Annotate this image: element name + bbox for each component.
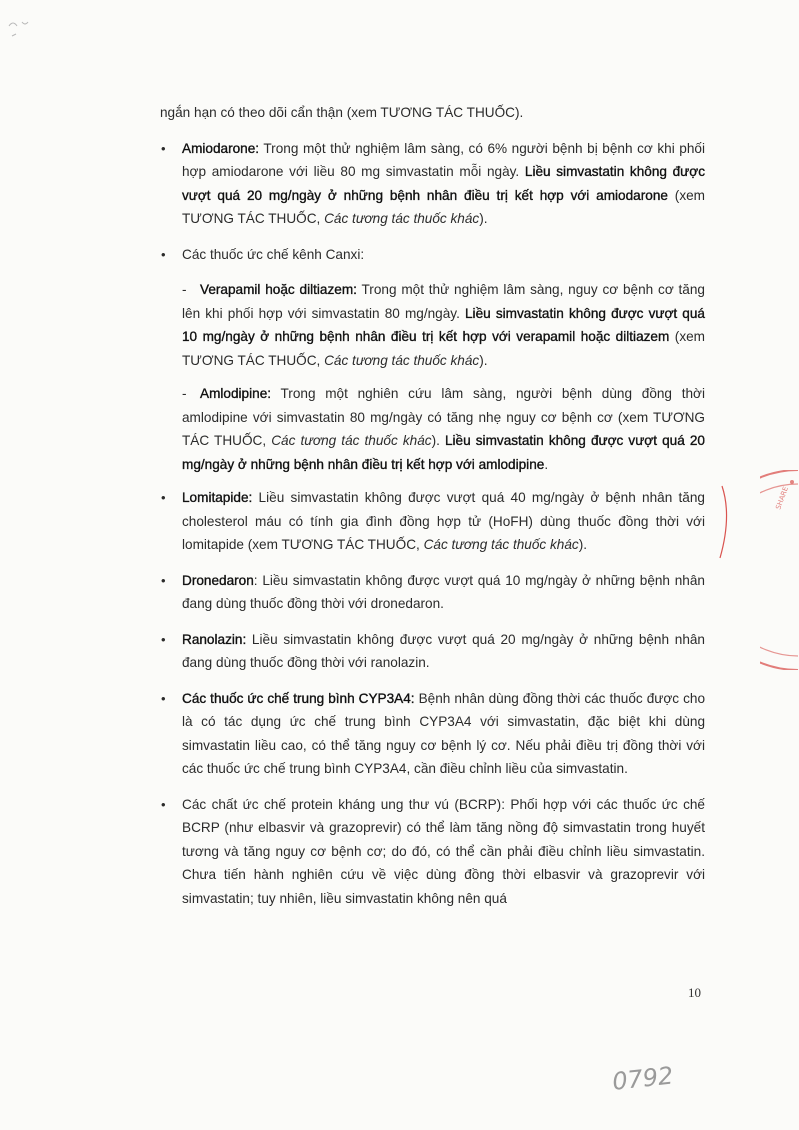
item-text: Liều simvastatin không được vượt quá 40 mg/ngày ở bệnh nhân tăng cholesterol máu có tính gia đình đồng hợp tử (HoFH) dùng thuốc đồng thời với lomitapide (xem TƯƠNG TÁC THUỐC, bbox=[182, 490, 705, 552]
item-label: Lomitapide: bbox=[182, 490, 253, 505]
sub-item-amlodipine bbox=[182, 382, 705, 476]
bullet-icon: • bbox=[161, 796, 166, 812]
corner-scan-marks bbox=[4, 14, 54, 44]
svg-text:SHARE: SHARE bbox=[774, 485, 791, 511]
item-text: Phối hợp với các thuốc ức chế BCRP (như elbasvir và grazoprevir) có thể làm tăng nồng độ simvastatin trong huyết tương và tăng nguy cơ bệnh cơ; do đó, có thể cần phải điều chỉnh liều simvastatin. Chưa tiến hành nghiên cứu về việc dùng đồng thời elbasvir và grazoprevir với simvastatin; tuy nhiên, liều simvastatin không nên quá bbox=[182, 796, 705, 906]
margin-pen-mark bbox=[718, 484, 738, 564]
bullet-icon: • bbox=[161, 140, 166, 156]
item-label: Dronedaron bbox=[182, 572, 254, 588]
sub-item-text: (xem TƯƠNG TÁC THUỐC, bbox=[182, 329, 706, 368]
item-text: ). bbox=[578, 537, 588, 552]
bullet-icon: • bbox=[161, 690, 166, 706]
page-number: 10 bbox=[688, 985, 701, 1000]
item-label: Các thuốc ức chế kênh Canxi: bbox=[182, 246, 365, 262]
sub-item-text: Trong một nghiên cứu lâm sàng, người bệnh dùng đồng thời amlodipine với simvastatin 80 mg/ngày có tăng nhẹ nguy cơ bệnh cơ (xem TƯƠNG TÁC THUỐC, bbox=[182, 386, 705, 448]
item-label: Các thuốc ức chế trung bình CYP3A4: bbox=[182, 690, 415, 706]
intro-line: ngắn hạn có theo dõi cẩn thận (xem TƯƠNG TÁC THUỐC). bbox=[160, 105, 524, 120]
sub-item-text: Trong một thử nghiệm lâm sàng, nguy cơ bệnh cơ tăng lên khi phối hợp với simvastatin 80 mg/ngày. bbox=[182, 282, 705, 321]
dash-marker: - bbox=[182, 282, 187, 297]
handwritten-note bbox=[604, 1058, 694, 1094]
bullet-icon: • bbox=[161, 246, 166, 262]
item-label: Amiodarone: bbox=[182, 140, 260, 156]
bullet-icon: • bbox=[161, 490, 166, 505]
bullet-icon: • bbox=[161, 631, 166, 647]
item-text: Trong một thử nghiệm lâm sàng, có 6% người bệnh bị bệnh cơ khi phối hợp amiodarone với liều 80 mg simvastatin mỗi ngày. bbox=[182, 140, 705, 179]
item-text: Bệnh nhân dùng đồng thời các thuốc được cho là có tác dụng ức chế trung bình CYP3A4 với simvastatin, đặc biệt khi dùng simvastatin liều cao, có thể tăng nguy cơ bệnh lý cơ. Nếu phải điều trị đồng thời với các thuốc ức chế trung bình CYP3A4, cần điều chỉnh liều của simvastatin. bbox=[182, 690, 706, 776]
sub-item-bold-text: Liều simvastatin không được vượt quá 20 mg/ngày ở những bệnh nhân điều trị kết hợp với amlodipine bbox=[182, 433, 705, 472]
sub-item-bold-text: Liều simvastatin không được vượt quá 10 mg/ngày ở những bệnh nhân điều trị kết hợp với verapamil hoặc diltiazem bbox=[182, 305, 705, 344]
sub-item-text: ). bbox=[479, 352, 488, 368]
list-item-dronedaron bbox=[161, 569, 705, 616]
sub-item-italic-ref: Các tương tác thuốc khác bbox=[324, 352, 480, 368]
item-bold-text: Liều simvastatin không được vượt quá 20 mg/ngày ở những bệnh nhân điều trị kết hợp với amiodarone bbox=[182, 164, 705, 203]
sub-item-italic-ref: Các tương tác thuốc khác bbox=[271, 433, 432, 448]
item-text: (xem TƯƠNG TÁC THUỐC, bbox=[182, 187, 706, 226]
list-item-cyp3a4 bbox=[161, 687, 706, 781]
dash-marker: - bbox=[182, 386, 187, 401]
item-text: : Liều simvastatin không được vượt quá 10 mg/ngày ở những bệnh nhân đang dùng thuốc đồng thời với dronedaron. bbox=[182, 572, 705, 611]
list-item-amiodarone bbox=[161, 137, 706, 231]
list-item-bcrp bbox=[161, 793, 705, 911]
document-body bbox=[160, 101, 705, 922]
item-italic-ref: Các tương tác thuốc khác bbox=[324, 211, 480, 226]
sub-item-label: Amlodipine: bbox=[200, 386, 272, 401]
sub-item-text: ). bbox=[431, 433, 445, 448]
handwritten-note-text: 0792 bbox=[610, 1061, 675, 1094]
list-item-calcium-channel bbox=[161, 243, 705, 267]
item-label: Ranolazin: bbox=[182, 631, 247, 647]
partial-stamp-seal bbox=[760, 470, 799, 670]
list-item-ranolazin bbox=[161, 628, 705, 675]
sub-item-verapamil bbox=[182, 278, 705, 372]
item-label: Các chất ức chế protein kháng ung thư vú (BCRP): bbox=[182, 796, 505, 812]
sub-item-text: . bbox=[544, 456, 549, 472]
item-text: ). bbox=[479, 211, 488, 226]
list-item-lomitapide bbox=[161, 486, 705, 557]
item-italic-ref: Các tương tác thuốc khác bbox=[423, 537, 579, 552]
item-text: Liều simvastatin không được vượt quá 20 mg/ngày ở những bệnh nhân đang dùng thuốc đồng thời với ranolazin. bbox=[182, 631, 705, 670]
sub-item-label: Verapamil hoặc diltiazem: bbox=[200, 282, 357, 297]
bullet-icon: • bbox=[161, 572, 166, 588]
